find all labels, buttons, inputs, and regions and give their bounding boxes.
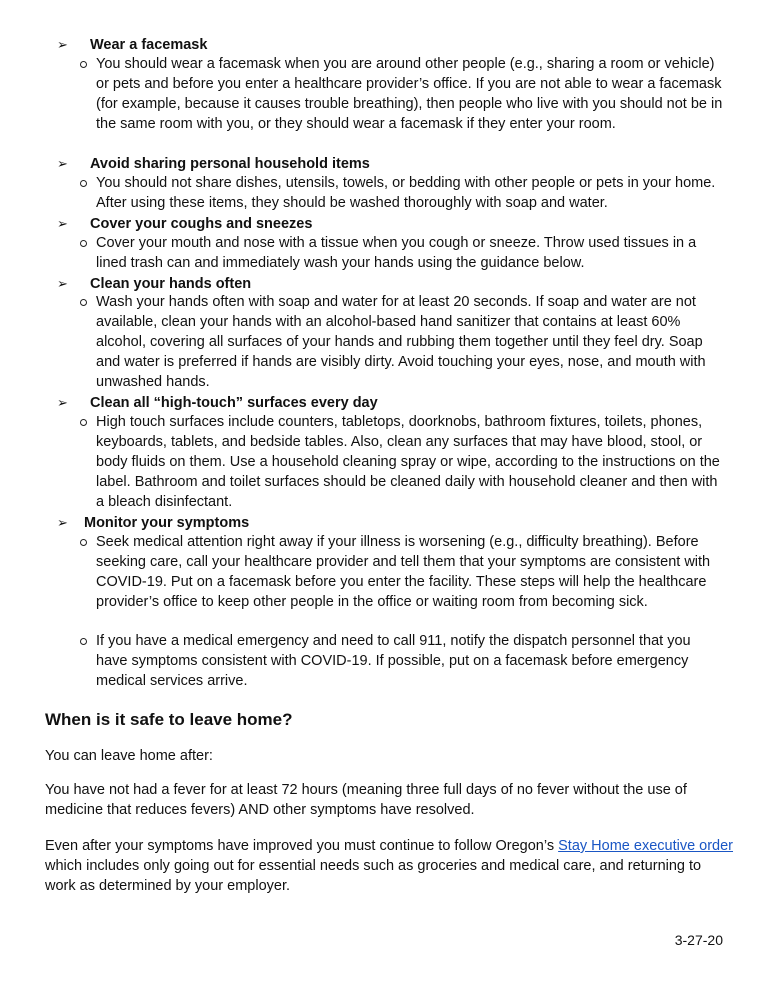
sub-bullet-text: Wash your hands often with soap and water for at least 20 seconds. If soap and water are not available, clean your hands with an alcohol-based hand sanitizer that contains at least 60% alcohol, covering all surfaces of your hands and rubbing them together until they feel dry. Soap and water is preferred if hands are visibly dirty. Avoid touching your eyes, nose, and mouth with unwashed hands.	[96, 294, 706, 390]
circle-bullet-icon	[80, 180, 87, 187]
sub-bullet	[80, 234, 725, 274]
footer-date: 3-27-20	[674, 932, 723, 948]
sub-bullet	[80, 55, 725, 135]
item-heading: Clean your hands often	[90, 276, 252, 292]
sub-bullet	[80, 632, 725, 692]
arrow-bullet-icon: ➢	[57, 156, 68, 171]
circle-bullet-icon	[80, 419, 87, 426]
paragraph-text: Even after your symptoms have improved you must continue to follow Oregon’s	[45, 838, 559, 854]
circle-bullet-icon	[80, 299, 87, 306]
arrow-bullet-icon: ➢	[57, 276, 68, 291]
sub-bullet	[80, 174, 725, 214]
paragraph-text: which includes only going out for essential needs such as groceries and medical care, and returning to work as determined by your employer.	[45, 858, 702, 894]
arrow-bullet-icon: ➢	[57, 515, 68, 530]
sub-bullet-text: If you have a medical emergency and need to call 911, notify the dispatch personnel that you have symptoms consistent with COVID-19. If possible, put on a facemask before emergency medical services arrive.	[96, 633, 691, 689]
circle-bullet-icon	[80, 61, 87, 68]
sub-bullet	[80, 413, 725, 513]
circle-bullet-icon	[80, 539, 87, 546]
section-heading: When is it safe to leave home?	[45, 710, 293, 729]
sub-bullet-text: Seek medical attention right away if your illness is worsening (e.g., difficulty breathing). Before seeking care, call your healthcare provider and tell them that your symptoms are consistent with COVID-19. Put on a facemask before you enter the facility. These steps will help the healthcare provider’s office to keep other people in the office or waiting room from becoming sick.	[96, 534, 711, 610]
stay-home-executive-order-link[interactable]: Stay Home executive order	[558, 838, 734, 854]
sub-bullet	[80, 293, 725, 393]
sub-bullet-text: You should wear a facemask when you are around other people (e.g., sharing a room or vehicle) or pets and before you enter a healthcare provider’s office. If you are not able to wear a facemask (for example, because it causes trouble breathing), then people who live with you should not be in the same room with you, or they should wear a facemask if they enter your room.	[96, 56, 723, 132]
paragraph: You have not had a fever for at least 72 hours (meaning three full days of no fever without the use of medicine that reduces fevers) AND other symptoms have resolved.	[45, 782, 687, 818]
item-heading: Wear a facemask	[90, 37, 208, 53]
item-heading: Cover your coughs and sneezes	[90, 216, 313, 232]
arrow-bullet-icon: ➢	[57, 216, 68, 231]
circle-bullet-icon	[80, 240, 87, 247]
circle-bullet-icon	[80, 638, 87, 645]
arrow-bullet-icon: ➢	[57, 395, 68, 410]
sub-bullet-text: High touch surfaces include counters, tabletops, doorknobs, bathroom fixtures, toilets, phones, keyboards, tablets, and bedside tables. Also, clean any surfaces that may have blood, stool, or body fluids on them. Use a household cleaning spray or wipe, according to the instructions on the label. Bathroom and toilet surfaces should be cleaned daily with household cleaner and then with a bleach disinfectant.	[96, 414, 720, 510]
paragraph: You can leave home after:	[45, 748, 213, 764]
paragraph	[45, 836, 735, 896]
sub-bullet	[80, 533, 725, 613]
item-heading: Monitor your symptoms	[84, 515, 250, 531]
arrow-bullet-icon: ➢	[57, 37, 68, 52]
sub-bullet-text: Cover your mouth and nose with a tissue when you cough or sneeze. Throw used tissues in a lined trash can and immediately wash your hands using the guidance below.	[96, 235, 697, 271]
item-heading: Avoid sharing personal household items	[90, 156, 370, 172]
item-heading: Clean all “high-touch” surfaces every day	[90, 395, 378, 411]
sub-bullet-text: You should not share dishes, utensils, towels, or bedding with other people or pets in your home. After using these items, they should be washed thoroughly with soap and water.	[96, 175, 716, 211]
